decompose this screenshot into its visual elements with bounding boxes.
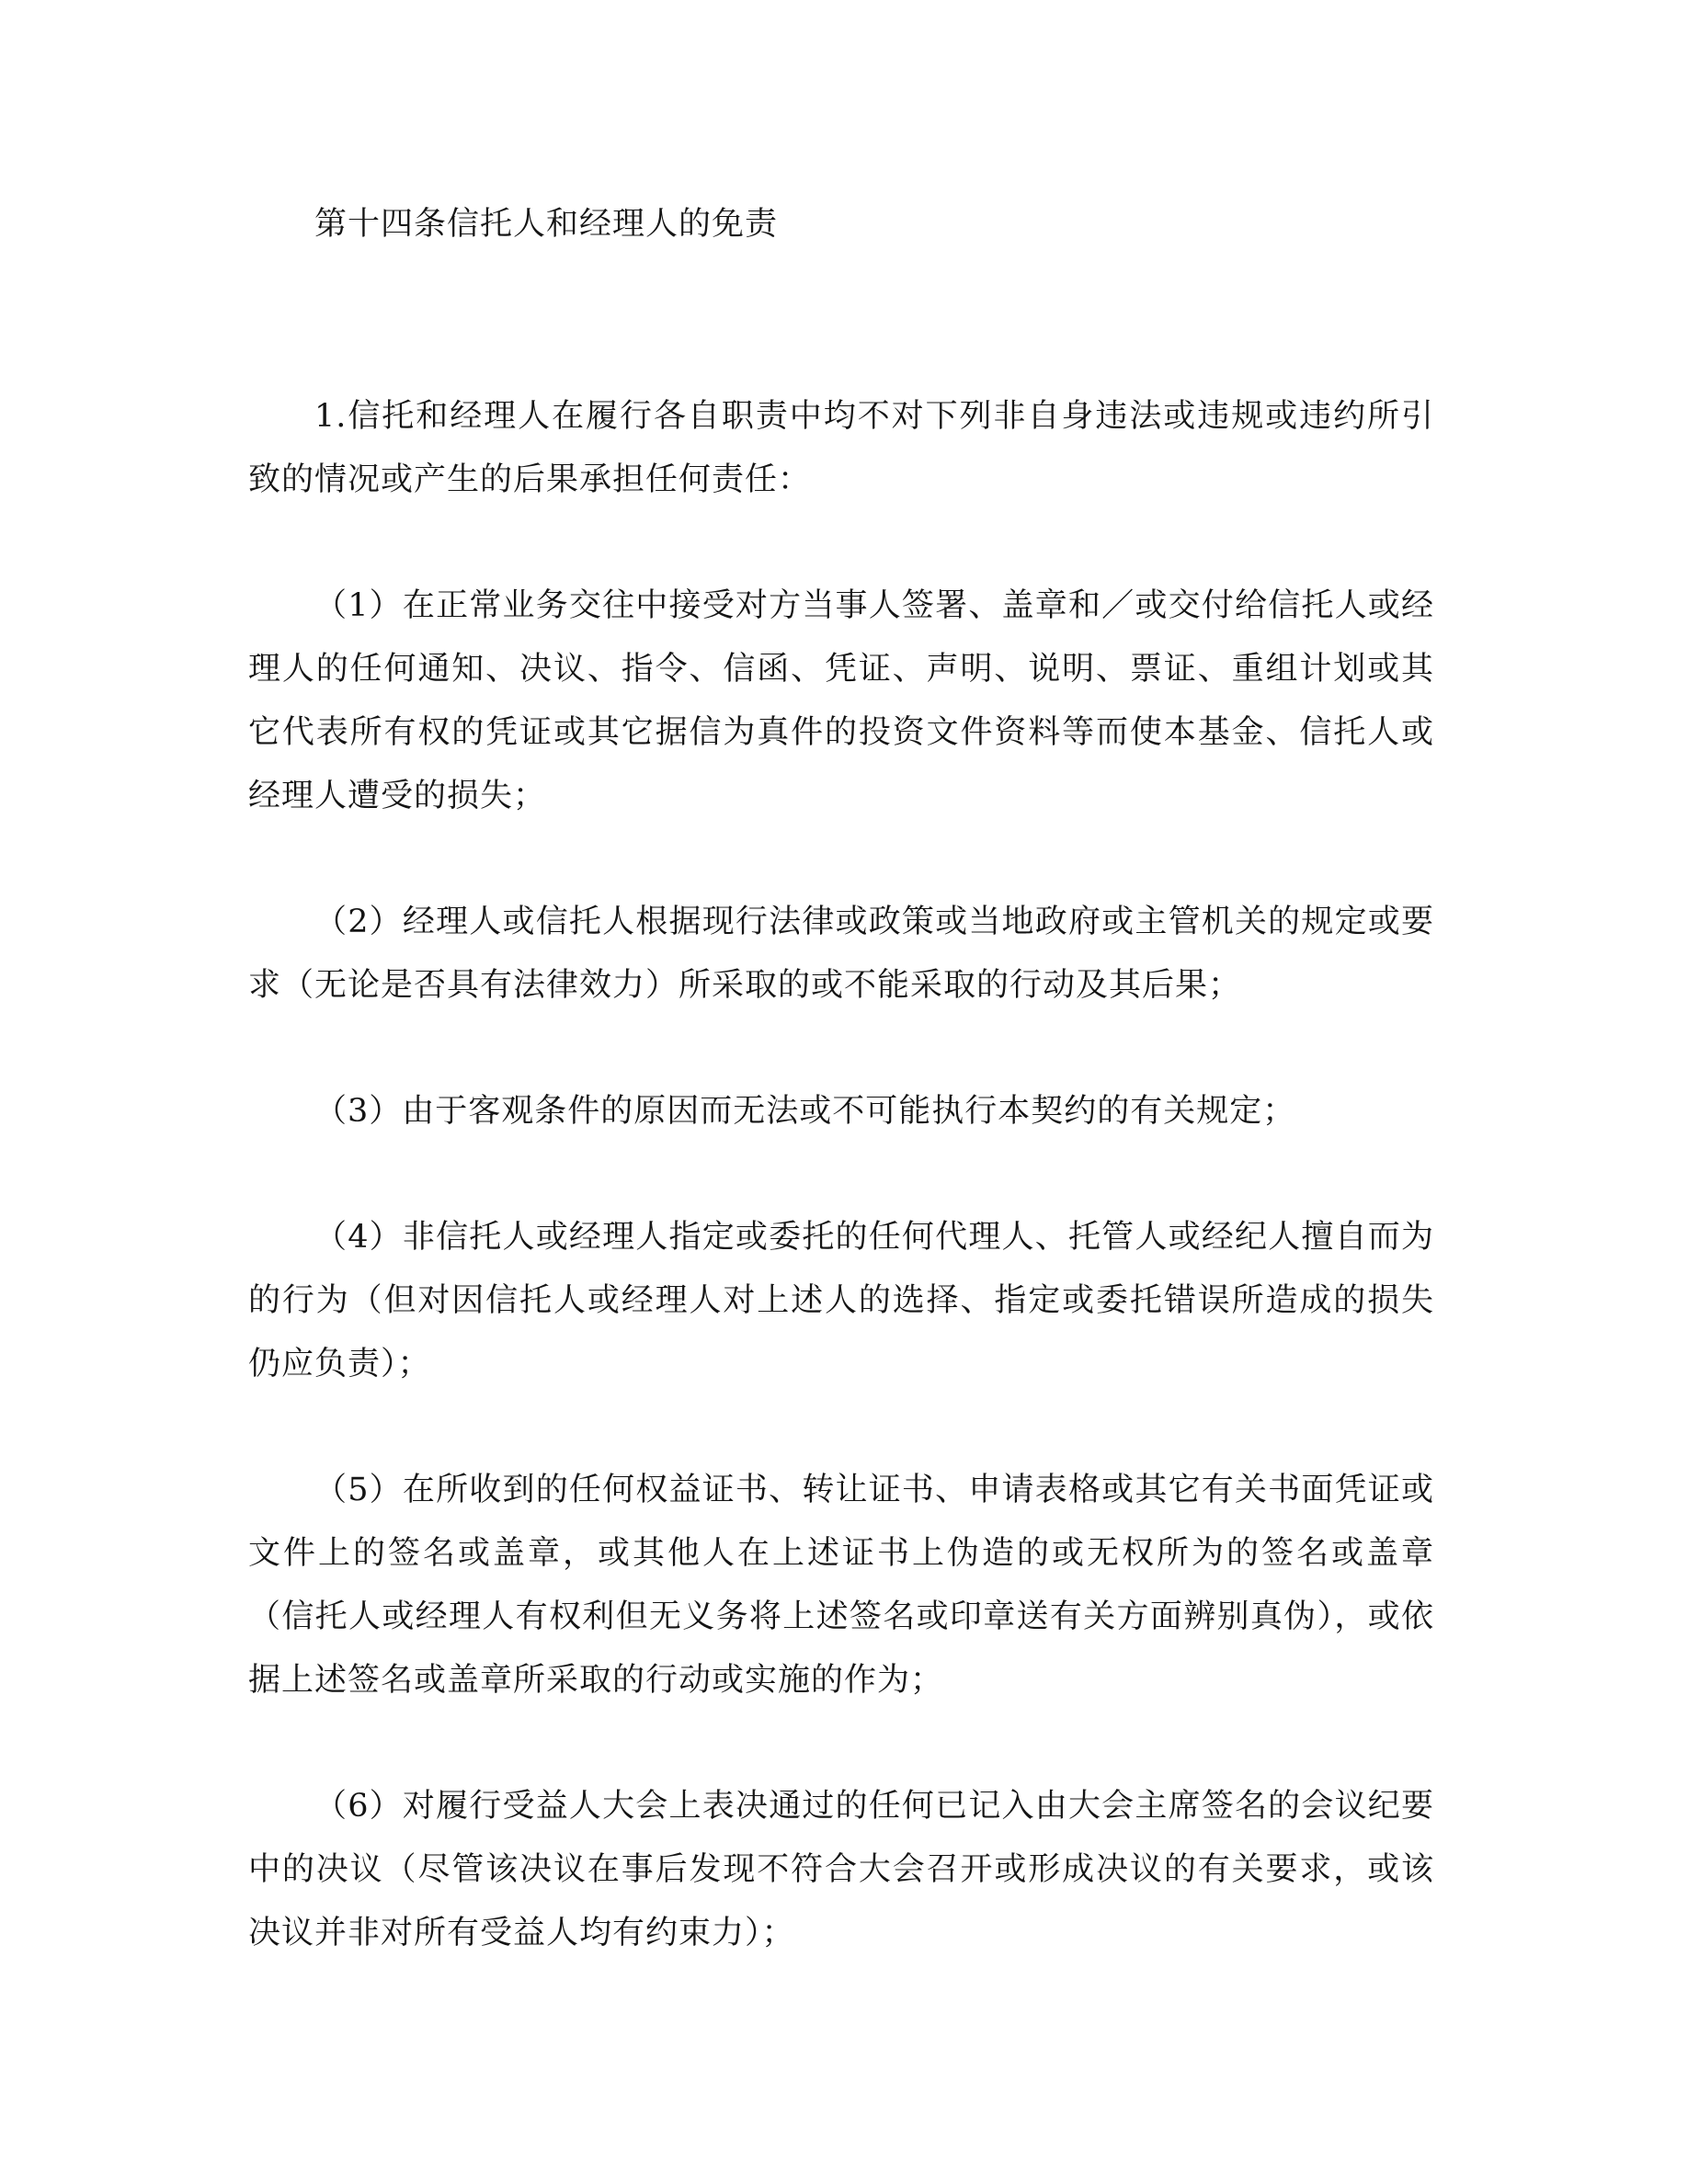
document-body [248, 193, 1434, 1965]
clause-item-5: （5）在所收到的任何权益证书、转让证书、申请表格或其它有关书面凭证或文件上的签名或盖章，或其他人在上述证书上伪造的或无权所为的签名或盖章（信托人或经理人有权利但无义务将上述签名或印章送有关方面辨别真伪），或依据上述签名或盖章所采取的行动或实施的作为； [248, 1472, 1434, 1699]
spacer [248, 1143, 1434, 1206]
spacer [248, 828, 1434, 891]
clause-item-3: （3）由于客观条件的原因而无法或不可能执行本契约的有关规定； [314, 1093, 1296, 1130]
spacer [248, 1396, 1434, 1459]
spacer [248, 1018, 1434, 1080]
article-heading: 第十四条信托人和经理人的免责 [314, 206, 779, 243]
clause-item-1: （1）在正常业务交往中接受对方当事人签署、盖章和／或交付给信托人或经理人的任何通知、决议、指令、信函、凭证、声明、说明、票证、重组计划或其它代表所有权的凭证或其它据信为真件的投资文件资料等而使本基金、信托人或经理人遭受的损失； [248, 587, 1434, 814]
spacer [248, 1712, 1434, 1775]
clause-item-2: （2）经理人或信托人根据现行法律或政策或当地政府或主管机关的规定或要求（无论是否具有法律效力）所采取的或不能采取的行动及其后果； [248, 904, 1434, 1004]
spacer [248, 256, 1434, 385]
clause-paragraph-1: 1.信托和经理人在履行各自职责中均不对下列非自身违法或违规或违约所引致的情况或产生的后果承担任何责任： [248, 398, 1434, 498]
spacer [248, 512, 1434, 574]
clause-item-4: （4）非信托人或经理人指定或委托的任何代理人、托管人或经纪人擅自而为的行为（但对因信托人或经理人对上述人的选择、指定或委托错误所造成的损失仍应负责）； [248, 1219, 1434, 1382]
clause-item-6: （6）对履行受益人大会上表决通过的任何已记入由大会主席签名的会议纪要中的决议（尽管该决议在事后发现不符合大会召开或形成决议的有关要求，或该决议并非对所有受益人均有约束力）； [248, 1788, 1434, 1951]
